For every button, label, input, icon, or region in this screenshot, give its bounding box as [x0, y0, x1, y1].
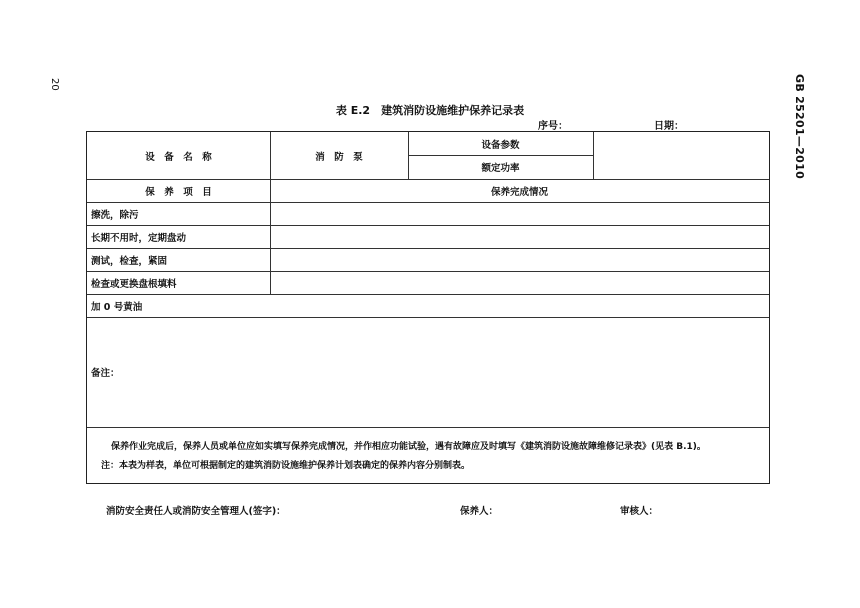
- maintenance-item: 加 0 号黄油: [91, 301, 143, 313]
- maintenance-record-table: [86, 131, 770, 484]
- remarks-label: 备注：: [91, 368, 120, 379]
- equipment-name-value: 消 防 泵: [315, 151, 363, 163]
- row-divider: [87, 427, 769, 428]
- maintenance-item: 检查或更换盘根填料: [91, 278, 177, 290]
- date-label: 日期：: [654, 121, 684, 132]
- maintenance-item: 测试，检查，紧固: [91, 255, 168, 267]
- maintenance-item: 擦洗，除污: [91, 209, 139, 221]
- page-number: 20: [49, 78, 60, 91]
- standard-code: GB 25201—2010: [793, 74, 806, 180]
- responsible-person-signature-label: 消防安全责任人或消防安全管理人(签字)：: [106, 506, 286, 517]
- completion-status-header: 保养完成情况: [490, 186, 548, 198]
- table-title: 表 E.2 建筑消防设施维护保养记录表: [335, 104, 525, 117]
- equipment-param-label: 设备参数: [481, 139, 520, 151]
- maintenance-item-header: 保 养 项 目: [145, 186, 212, 198]
- equipment-param-value[interactable]: [593, 132, 769, 155]
- rated-power-label: 额定功率: [481, 163, 520, 174]
- maintenance-item: 长期不用时，定期盘动: [91, 232, 187, 244]
- table-note: 注：本表为样表，单位可根据制定的建筑消防设施维护保养计划表确定的保养内容分别制表。: [101, 461, 471, 471]
- serial-number-label: 序号：: [538, 121, 568, 132]
- equipment-name-label: 设 备 名 称: [145, 151, 212, 163]
- instruction-text: 保养作业完成后，保养人员或单位应如实填写保养完成情况，并作相应功能试验，遇有故障应及时填写《建筑消防设施故障维修记录表》(见表 B.1)。: [111, 442, 706, 452]
- maintainer-label: 保养人：: [460, 506, 499, 517]
- reviewer-label: 审核人：: [620, 506, 659, 517]
